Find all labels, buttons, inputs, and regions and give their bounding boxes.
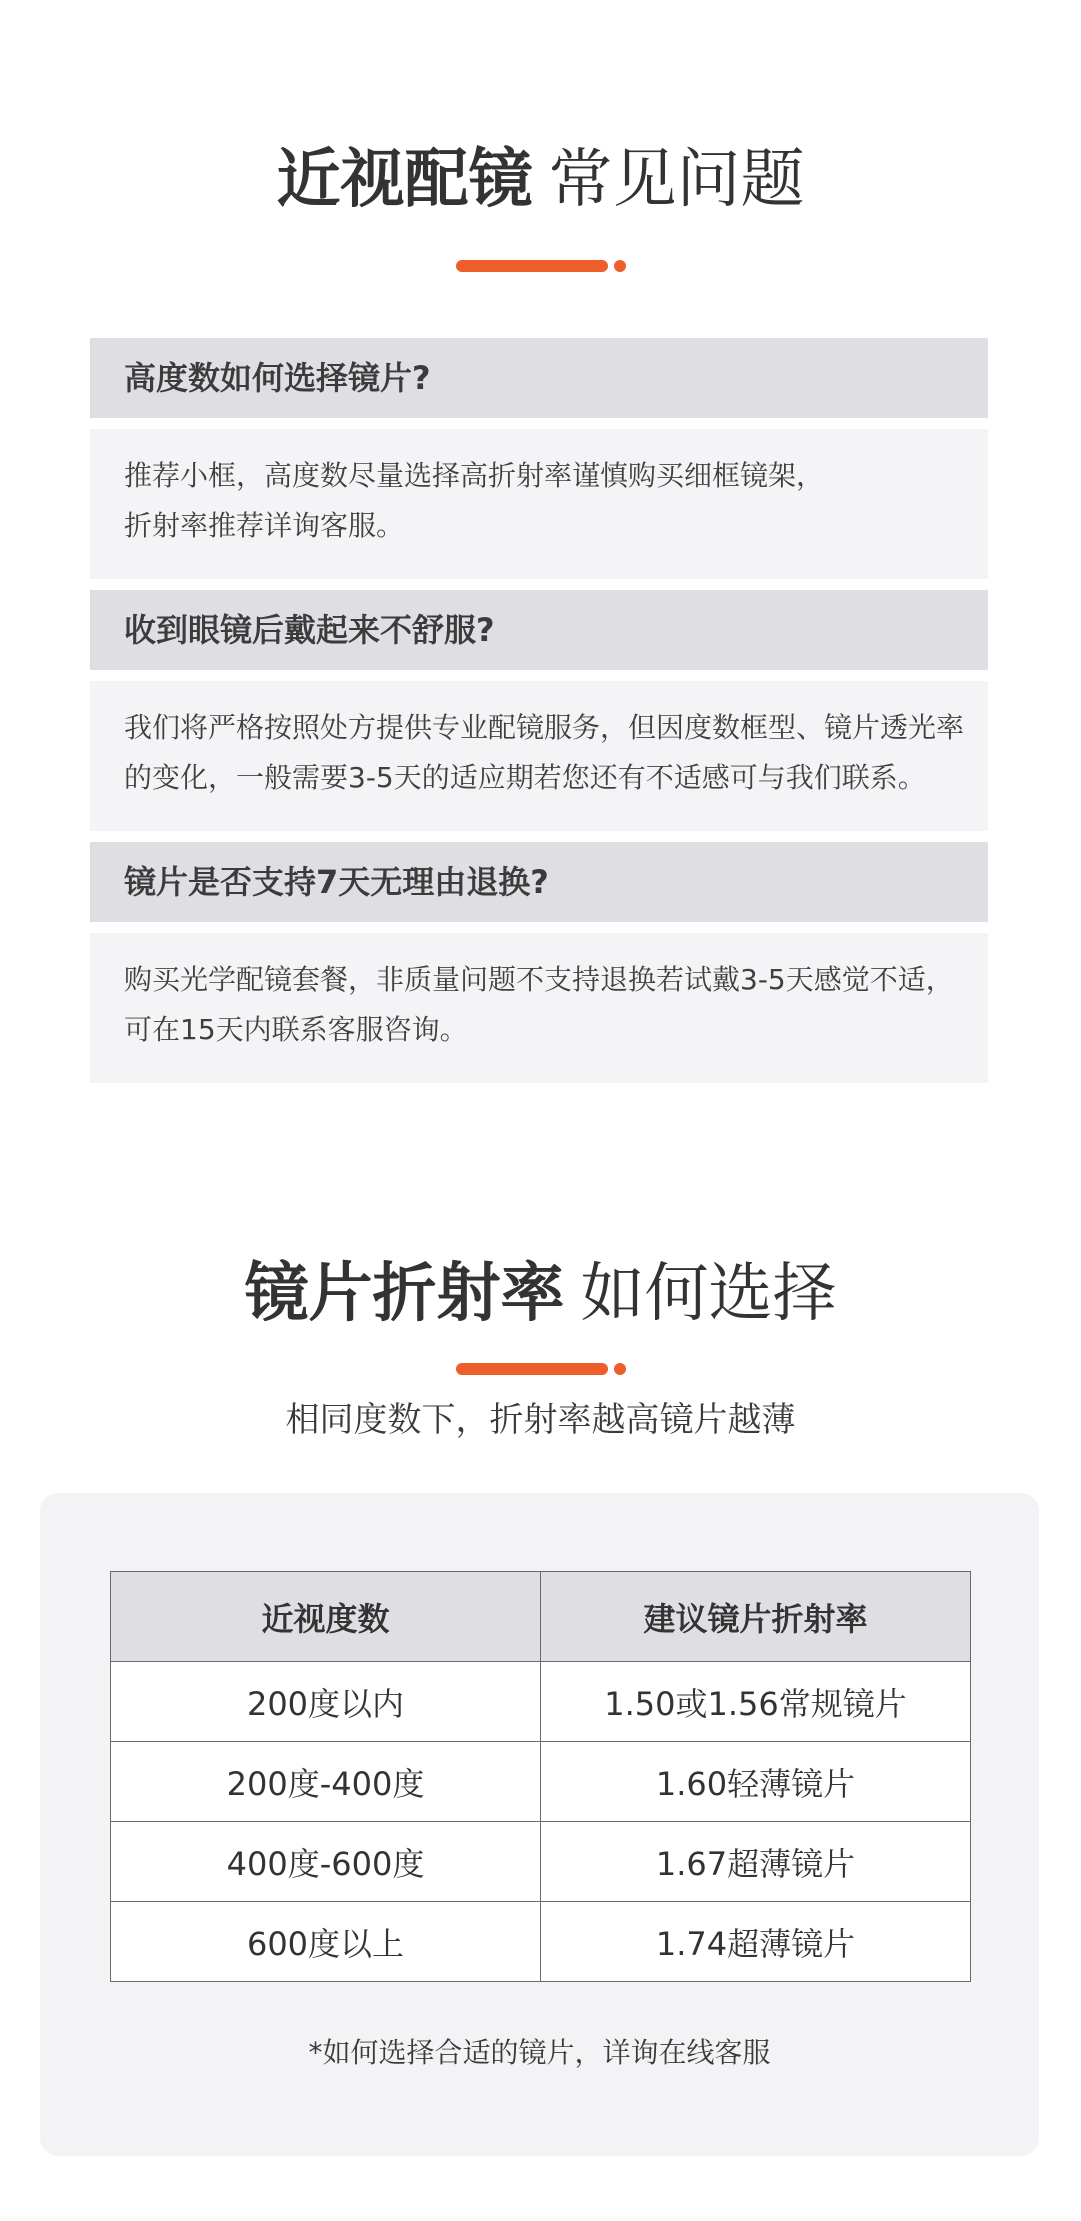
table-cell: 200度-400度	[111, 1742, 541, 1822]
table-cell: 600度以上	[111, 1902, 541, 1982]
faq-title-light: 常见问题	[548, 143, 805, 217]
faq-list	[90, 338, 988, 1094]
index-title-divider	[456, 1363, 626, 1377]
faq-answer-line: 我们将严格按照处方提供专业配镜服务，但因度数框型、镜片透光率	[124, 711, 965, 744]
faq-question[interactable]: 高度数如何选择镜片?	[90, 338, 988, 418]
faq-answer-line: 推荐小框，高度数尽量选择高折射率谨慎购买细框镜架，	[124, 459, 825, 492]
faq-question[interactable]: 镜片是否支持7天无理由退换?	[90, 842, 988, 922]
faq-question[interactable]: 收到眼镜后戴起来不舒服?	[90, 590, 988, 670]
table-row	[111, 1822, 971, 1902]
faq-item	[90, 842, 988, 1083]
faq-answer-line: 购买光学配镜套餐，非质量问题不支持退换若试戴3-5天感觉不适，	[124, 963, 954, 996]
divider-dot	[614, 1363, 626, 1375]
faq-answer	[90, 429, 988, 579]
footnote: *如何选择合适的镜片，详询在线客服	[308, 2036, 771, 2069]
faq-answer	[90, 933, 988, 1083]
faq-answer-line: 折射率推荐详询客服。	[124, 509, 405, 542]
table-cell: 200度以内	[111, 1662, 541, 1742]
divider-dot	[614, 260, 626, 272]
divider-bar	[456, 260, 608, 272]
table-header-cell: 建议镜片折射率	[541, 1572, 971, 1662]
table-row	[111, 1662, 971, 1742]
table-header-row	[111, 1572, 971, 1662]
faq-title-divider	[456, 260, 626, 274]
table-cell: 1.50或1.56常规镜片	[541, 1662, 971, 1742]
faq-answer-line: 可在15天内联系客服咨询。	[124, 1013, 468, 1046]
faq-title-bold: 近视配镜	[276, 143, 533, 217]
table-row	[111, 1902, 971, 1982]
faq-item	[90, 590, 988, 831]
faq-answer-line: 的变化，一般需要3-5天的适应期若您还有不适感可与我们联系。	[124, 761, 926, 794]
refractive-index-table	[110, 1571, 971, 1982]
index-title-light: 如何选择	[580, 1257, 837, 1331]
table-cell: 400度-600度	[111, 1822, 541, 1902]
divider-bar	[456, 1363, 608, 1375]
table-row	[111, 1742, 971, 1822]
index-subtitle: 相同度数下，折射率越高镜片越薄	[285, 1400, 796, 1440]
index-panel	[40, 1493, 1039, 2156]
faq-answer	[90, 681, 988, 831]
faq-section-title	[0, 140, 1081, 220]
table-cell: 1.67超薄镜片	[541, 1822, 971, 1902]
index-title-bold: 镜片折射率	[244, 1257, 565, 1331]
table-header-cell: 近视度数	[111, 1572, 541, 1662]
faq-item	[90, 338, 988, 579]
table-cell: 1.74超薄镜片	[541, 1902, 971, 1982]
index-section-title	[0, 1254, 1081, 1334]
table-cell: 1.60轻薄镜片	[541, 1742, 971, 1822]
